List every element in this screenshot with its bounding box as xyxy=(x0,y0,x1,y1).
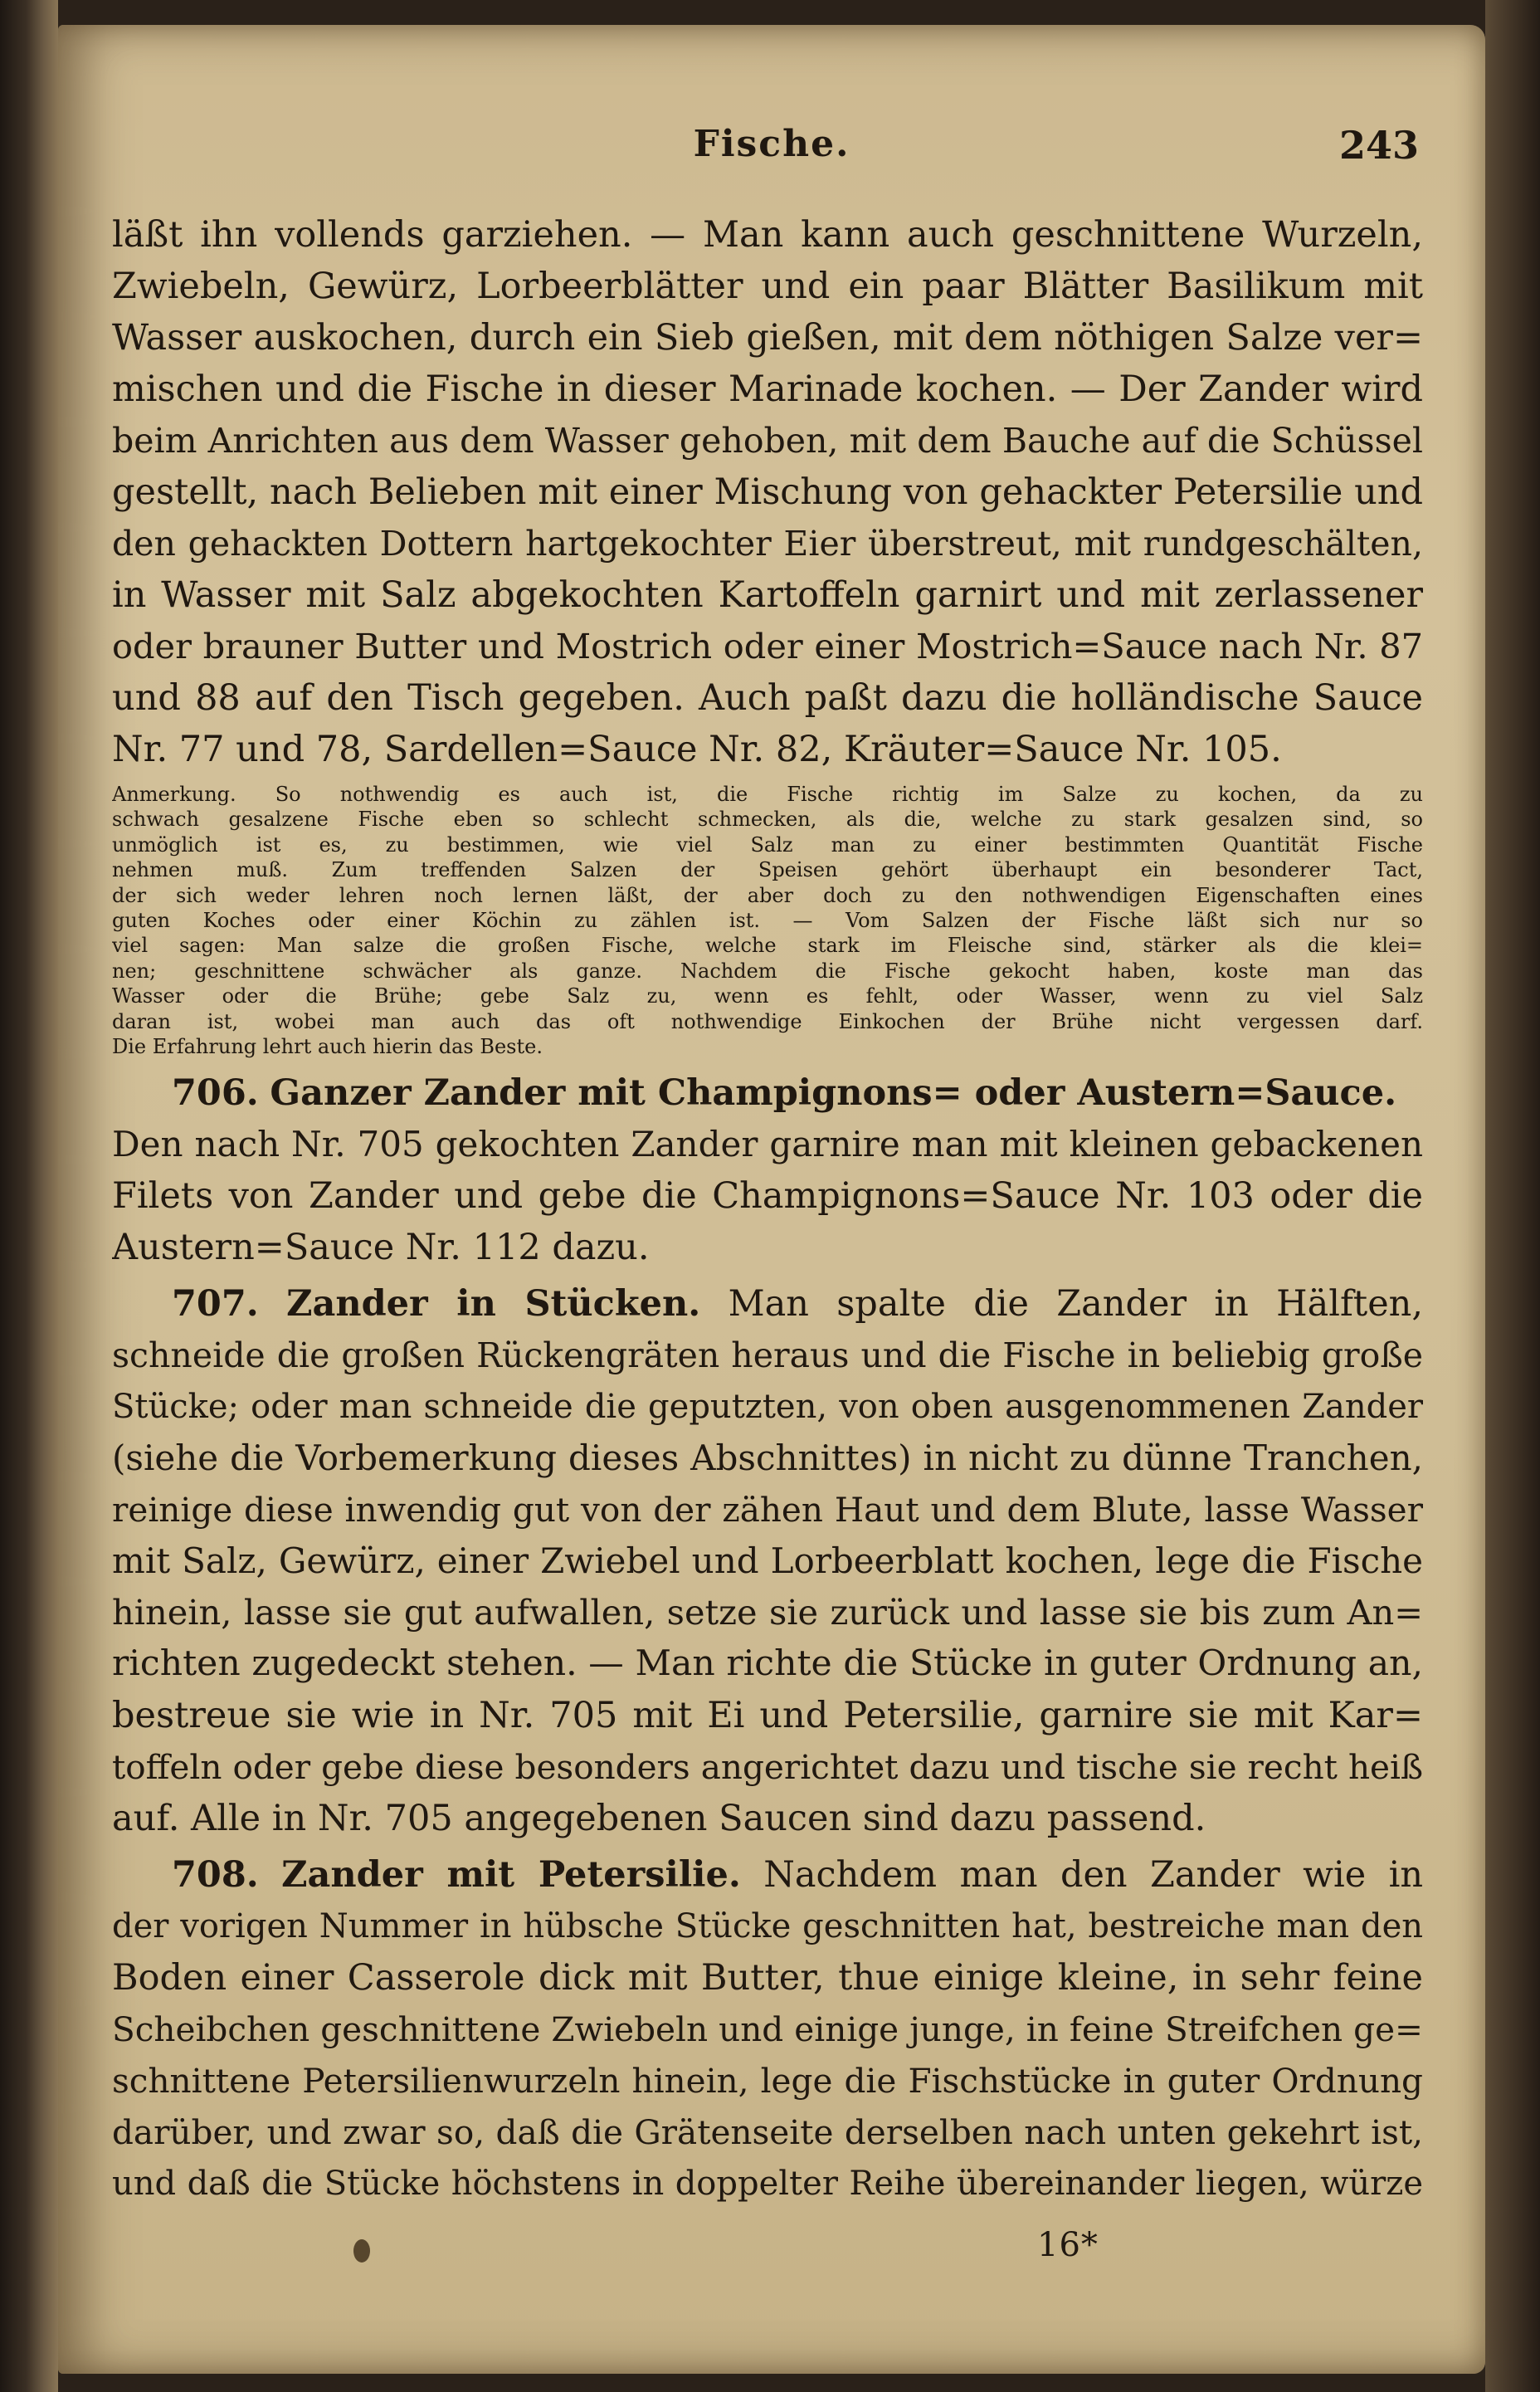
recipe-number: 706. xyxy=(172,1072,259,1115)
page-header xyxy=(124,123,1419,173)
recipe-number: 708. xyxy=(172,1854,259,1897)
text-line: gestellt, nach Belieben mit einer Mischung von gehackter Petersilie und xyxy=(112,471,1423,513)
recipe-708 xyxy=(112,1849,1423,2209)
text-line: hinein, lasse sie gut aufwallen, setze sie zurück und lasse sie bis zum An= xyxy=(112,1592,1423,1633)
note-line: Die Erfahrung lehrt auch hierin das Beste. xyxy=(112,1034,543,1058)
text-line: mischen und die Fische in dieser Marinade kochen. — Der Zander wird xyxy=(112,369,1423,410)
signature-mark: 16* xyxy=(1037,2226,1099,2264)
text-line: der vorigen Nummer in hübsche Stücke geschnitten hat, bestreiche man den xyxy=(112,1907,1423,1946)
text-line: den gehackten Dottern hartgekochter Eier überstreut, mit rundgeschälten, xyxy=(112,524,1423,564)
note-line: guten Koches oder einer Köchin zu zählen ist. — Vom Salzen der Fische läßt sich nur so xyxy=(112,908,1423,932)
text-line: darüber, und zwar so, daß die Grätenseite derselben nach unten gekehrt ist, xyxy=(112,2112,1423,2153)
page-number: 243 xyxy=(1338,123,1419,168)
text-line: toffeln oder gebe diese besonders angerichtet dazu und tische sie recht heiß xyxy=(112,1747,1423,1788)
text-line: Wasser auskochen, durch ein Sieb gießen, mit dem nöthigen Salze ver= xyxy=(112,317,1423,359)
text-line: Nr. 77 und 78, Sardellen=Sauce Nr. 82, Kräuter=Sauce Nr. 105. xyxy=(112,729,1282,770)
note-line: viel sagen: Man salze die großen Fische, welche stark im Fleische sind, stärker als die klei= xyxy=(112,934,1423,958)
recipe-title: Zander mit Petersilie. xyxy=(281,1854,741,1897)
text-line: Boden einer Casserole dick mit Butter, thue einige kleine, in sehr feine xyxy=(112,1957,1423,1999)
text-line: Filets von Zander und gebe die Champignons=Sauce Nr. 103 oder die xyxy=(112,1175,1423,1218)
note-line: unmöglich ist es, zu bestimmen, wie viel Salz man zu einer bestimmten Quantität Fische xyxy=(112,832,1423,857)
recipe-heading xyxy=(112,1849,1423,1901)
recipe-title: Zander in Stücken. xyxy=(286,1283,701,1325)
text-line: Scheibchen geschnittene Zwiebeln und einige junge, in feine Streifchen ge= xyxy=(112,2009,1423,2050)
recipe-heading xyxy=(112,1067,1423,1119)
text-line: Stücke; oder man schneide die geputzten, von oben ausgenommenen Zander xyxy=(112,1388,1423,1427)
recipe-first-line: Man spalte die Zander in Hälften, xyxy=(728,1283,1423,1325)
note-line: schwach gesalzene Fische eben so schlecht schmecken, als die, welche zu stark gesalzen sind, so xyxy=(112,808,1423,832)
note-block xyxy=(112,782,1423,1059)
text-line: oder brauner Butter und Mostrich oder einer Mostrich=Sauce nach Nr. 87 xyxy=(112,626,1423,666)
book-spine xyxy=(0,0,58,2392)
text-line: beim Anrichten aus dem Wasser gehoben, mit dem Bauche auf die Schüssel xyxy=(112,421,1423,461)
text-line: (siehe die Vorbemerkung dieses Abschnittes) in nicht zu dünne Tranchen, xyxy=(112,1438,1423,1479)
recipe-706 xyxy=(112,1067,1423,1273)
text-line: bestreue sie wie in Nr. 705 mit Ei und Petersilie, garnire sie mit Kar= xyxy=(112,1695,1423,1737)
note-line: Anmerkung. So nothwendig es auch ist, die Fische richtig im Salze zu kochen, da zu xyxy=(112,783,1423,806)
running-head: Fische. xyxy=(693,123,850,165)
text-line: läßt ihn vollends garziehen. — Man kann auch geschnittene Wurzeln, xyxy=(112,214,1423,256)
text-line: auf. Alle in Nr. 705 angegebenen Saucen sind dazu passend. xyxy=(112,1798,1206,1840)
text-line: schnittene Petersilienwurzeln hinein, lege die Fischstücke in guter Ordnung xyxy=(112,2061,1423,2102)
text-line: Den nach Nr. 705 gekochten Zander garnire man mit kleinen gebackenen xyxy=(112,1124,1423,1165)
note-line: nehmen muß. Zum treffenden Salzen der Speisen gehört überhaupt ein besonderer Tact, xyxy=(112,858,1423,882)
book-page xyxy=(58,25,1485,2374)
note-line: der sich weder lehren noch lernen läßt, der aber doch zu den nothwendigen Eigenschaften eines xyxy=(112,883,1423,907)
text-line: reinige diese inwendig gut von der zähen Haut und dem Blute, lasse Wasser xyxy=(112,1490,1423,1530)
text-line: richten zugedeckt stehen. — Man richte die Stücke in guter Ordnung an, xyxy=(112,1643,1423,1685)
note-line: Wasser oder die Brühe; gebe Salz zu, wenn es fehlt, oder Wasser, wenn zu viel Salz xyxy=(112,984,1423,1008)
text-line: und daß die Stücke höchstens in doppelter Reihe übereinander liegen, würze xyxy=(112,2165,1423,2204)
text-line: Zwiebeln, Gewürz, Lorbeerblätter und ein paar Blätter Basilikum mit xyxy=(112,266,1423,307)
body-text xyxy=(112,209,1423,2209)
note-line: daran ist, wobei man auch das oft nothwendige Einkochen der Brühe nicht vergessen darf. xyxy=(112,1009,1423,1033)
recipe-number: 707. xyxy=(172,1283,259,1325)
page-edge xyxy=(1485,0,1540,2392)
text-line: mit Salz, Gewürz, einer Zwiebel und Lorbeerblatt kochen, lege die Fische xyxy=(112,1540,1423,1582)
recipe-first-line: Nachdem man den Zander wie in xyxy=(763,1854,1423,1897)
text-line: Austern=Sauce Nr. 112 dazu. xyxy=(112,1227,650,1269)
text-line: in Wasser mit Salz abgekochten Kartoffeln garnirt und mit zerlassener xyxy=(112,574,1423,616)
recipe-title: Ganzer Zander mit Champignons= oder Austern=Sauce. xyxy=(270,1072,1397,1115)
ink-stain xyxy=(353,2239,370,2263)
text-line: schneide die großen Rückengräten heraus und die Fische in beliebig große xyxy=(112,1335,1423,1376)
paragraph-continued xyxy=(112,209,1423,775)
text-line: und 88 auf den Tisch gegeben. Auch paßt dazu die holländische Sauce xyxy=(112,677,1423,719)
recipe-707 xyxy=(112,1278,1423,1844)
recipe-heading xyxy=(112,1278,1423,1330)
note-line: nen; geschnittene schwächer als ganze. Nachdem die Fische gekocht haben, koste man das xyxy=(112,959,1423,983)
